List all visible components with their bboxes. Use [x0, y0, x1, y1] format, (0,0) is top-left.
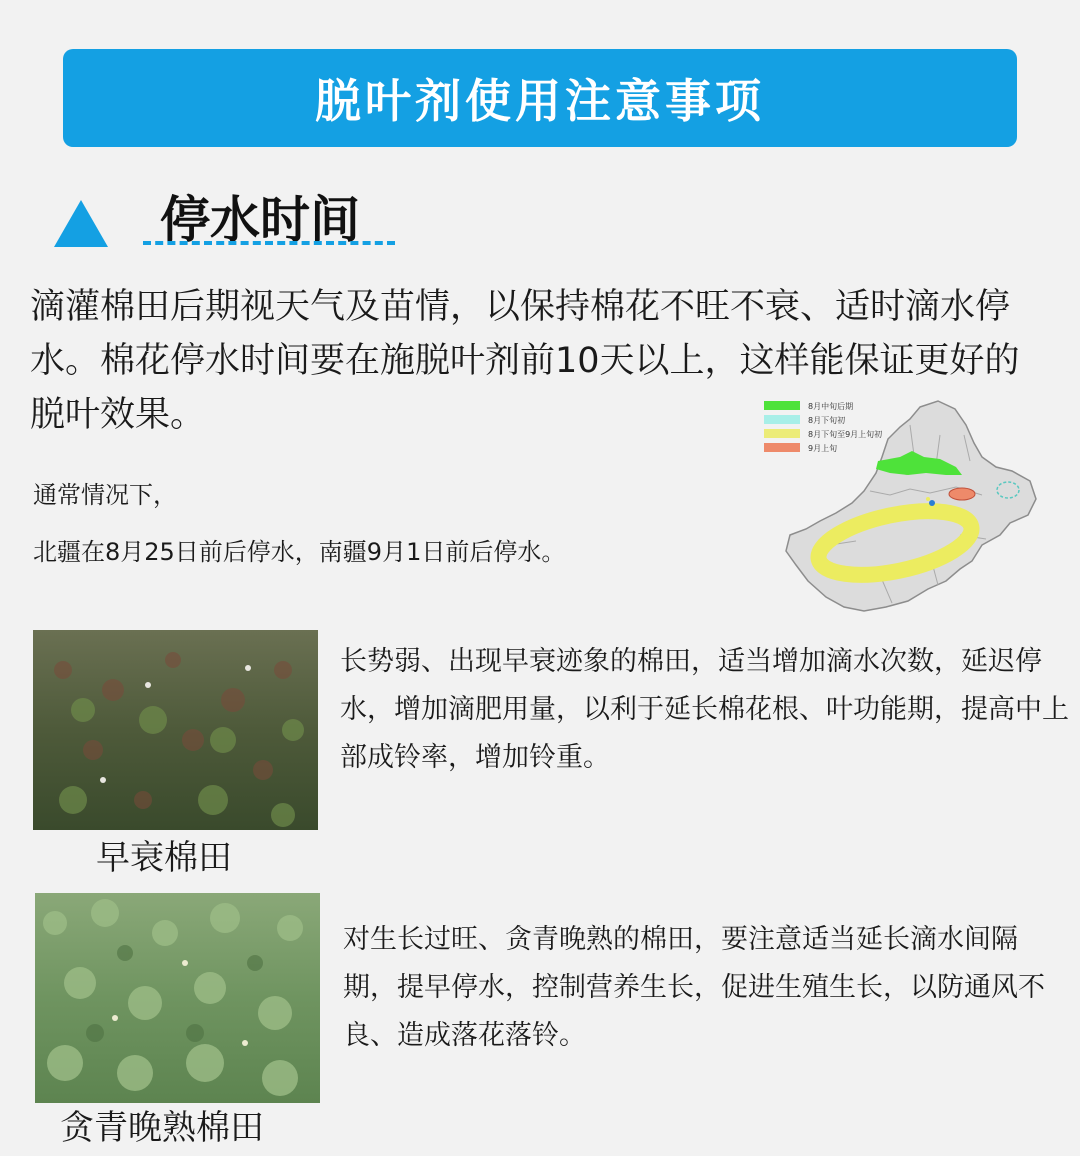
- xinjiang-map: [760, 395, 1050, 620]
- triangle-icon: [54, 200, 108, 247]
- section-title: 停水时间: [160, 191, 360, 249]
- page-title: 脱叶剂使用注意事项: [315, 74, 765, 128]
- early-senescence-field-photo: [33, 630, 318, 830]
- title-banner: [63, 49, 1017, 147]
- late-maturity-caption: 贪青晚熟棉田: [60, 1108, 264, 1148]
- section-title-underline: [143, 241, 395, 245]
- note-line-1: 通常情况下，: [33, 481, 177, 509]
- legend-swatch-4: [764, 443, 800, 452]
- legend-swatch-2: [764, 415, 800, 424]
- early-senescence-text: 长势弱、出现早衰迹象的棉田，适当增加滴水次数，延迟停水，增加滴肥用量，以利于延长棉花根、叶功能期，提高中上部成铃率，增加铃重。: [340, 646, 1069, 773]
- early-senescence-caption: 早衰棉田: [96, 838, 232, 878]
- late-maturity-text: 对生长过旺、贪青晚熟的棉田，要注意适当延长滴水间隔期，提早停水，控制营养生长，促进生殖生长，以防通风不良、造成落花落铃。: [343, 924, 1045, 1051]
- map-zone-east: [949, 488, 975, 500]
- legend-label-1: 8月中旬后期: [808, 402, 854, 411]
- legend-swatch-1: [764, 401, 800, 410]
- legend-swatch-3: [764, 429, 800, 438]
- legend-label-2: 8月下旬初: [808, 416, 846, 425]
- legend-label-4: 9月上旬: [808, 444, 838, 453]
- late-maturity-field-photo: [35, 893, 320, 1103]
- intro-paragraph: 滴灌棉田后期视天气及苗情，以保持棉花不旺不衰、适时滴水停水。棉花停水时间要在施脱叶剂前10天以上，这样能保证更好的脱叶效果。: [30, 287, 1020, 435]
- note-line-2: 北疆在8月25日前后停水，南疆9月1日前后停水。: [33, 538, 566, 566]
- legend-label-3: 8月下旬至9月上旬初: [808, 430, 883, 439]
